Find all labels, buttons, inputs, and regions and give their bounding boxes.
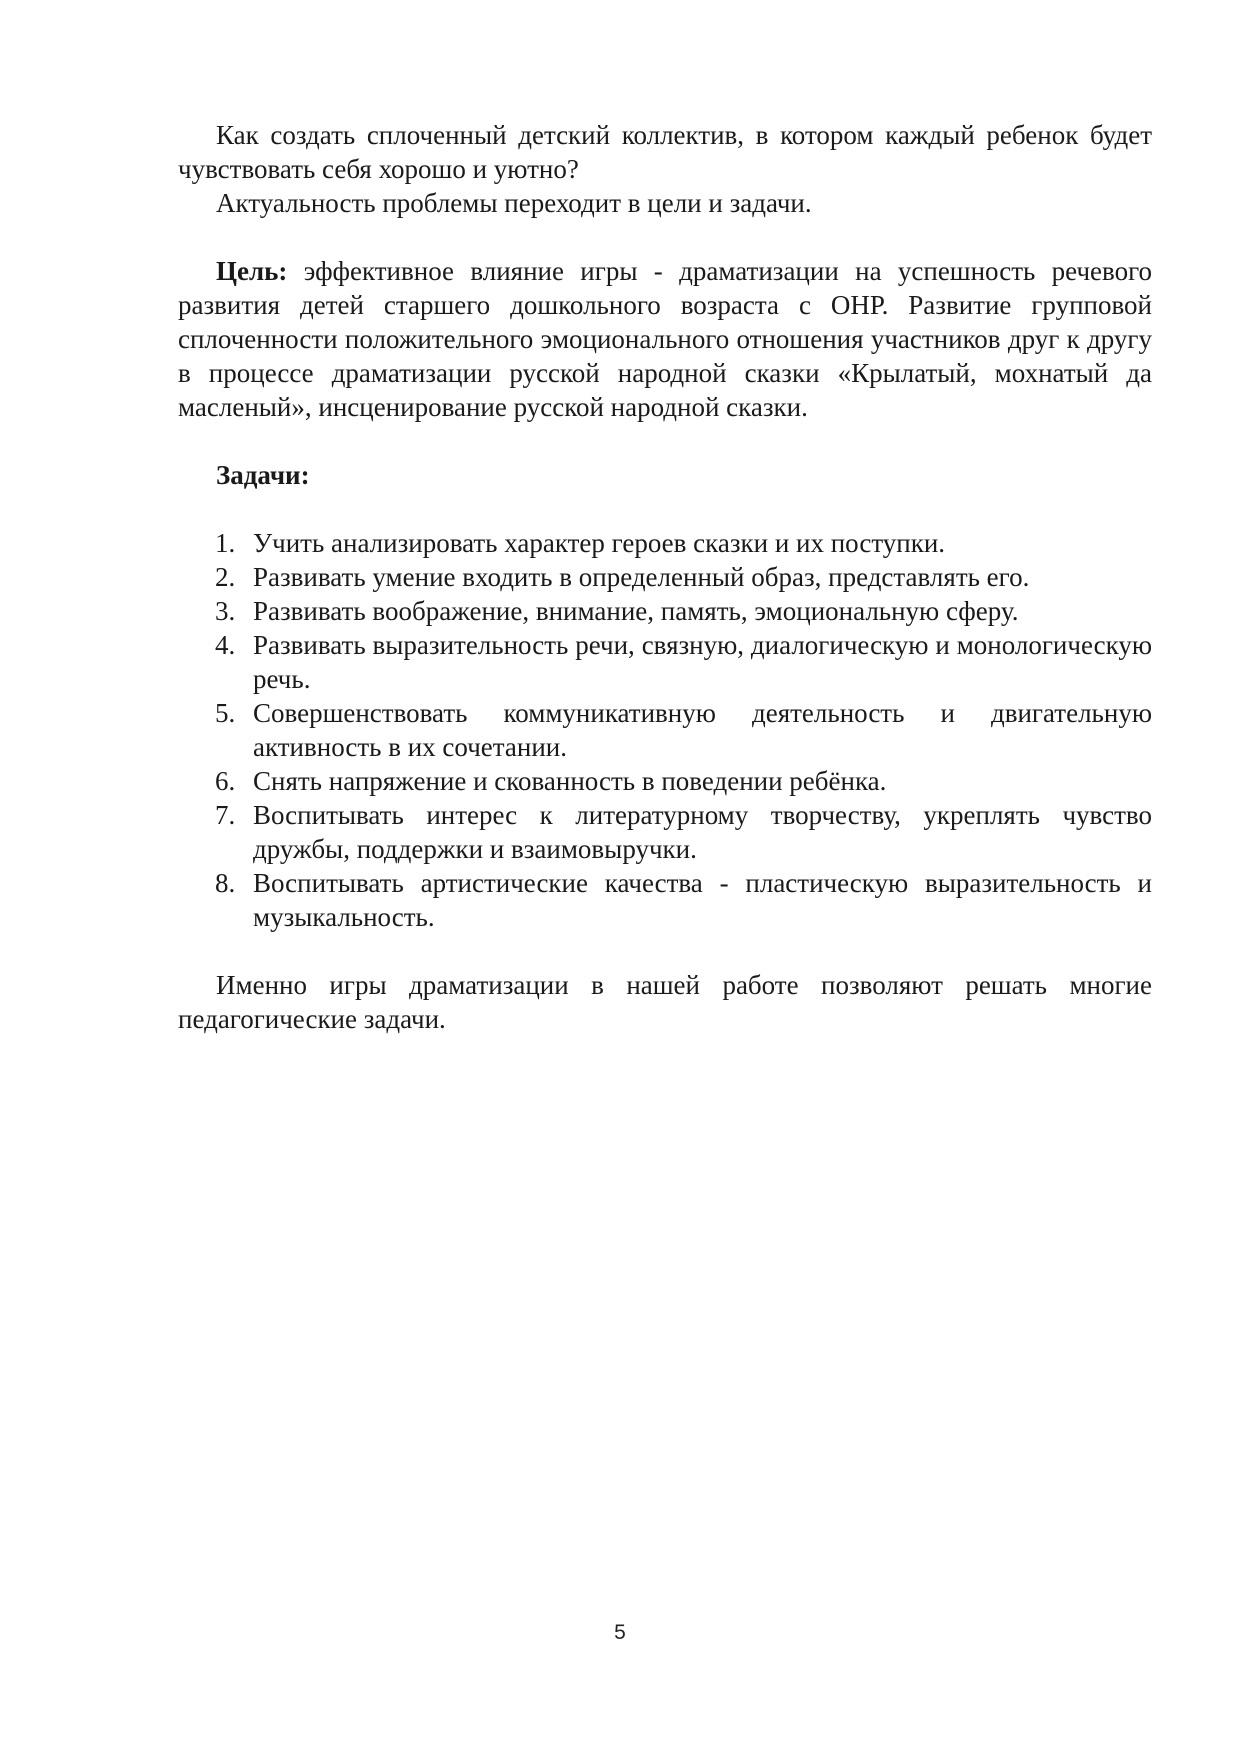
list-item-text: Воспитывать интерес к литературному творчеству, укреплять чувство дружбы, поддержки и взаимовыручки.: [253, 800, 1152, 864]
list-item-text: Снять напряжение и скованность в поведении ребёнка.: [253, 766, 887, 796]
list-item-number: 4.: [215, 630, 236, 660]
tasks-list: [178, 526, 1152, 934]
conclusion-paragraph: Именно игры драматизации в нашей работе позволяют решать многие педагогические задачи.: [178, 970, 1152, 1034]
list-item-text: Развивать умение входить в определенный образ, представлять его.: [253, 562, 1030, 592]
spacer: [178, 424, 1152, 458]
intro-question: Как создать сплоченный детский коллектив, в котором каждый ребенок будет чувствовать себя хорошо и уютно?: [178, 120, 1152, 184]
goal-label: Цель:: [216, 256, 288, 286]
tasks-heading: Задачи:: [216, 460, 310, 490]
list-item-number: 1.: [215, 528, 236, 558]
goal-paragraph: [178, 254, 1152, 424]
list-item: [178, 628, 1152, 696]
list-item-number: 5.: [215, 698, 236, 728]
list-item-text: Развивать воображение, внимание, память, эмоциональную сферу.: [253, 596, 1019, 626]
list-item: [178, 526, 1152, 560]
list-item: [178, 798, 1152, 866]
list-item-number: 3.: [215, 596, 236, 626]
page-content: [178, 118, 1152, 1036]
intro-relevance: Актуальность проблемы переходит в цели и задачи.: [216, 188, 812, 218]
page-number: 5: [614, 1621, 626, 1644]
spacer: [178, 220, 1152, 254]
list-item: [178, 696, 1152, 764]
list-item-text: Совершенствовать коммуникативную деятельность и двигательную активность в их сочетании.: [253, 698, 1152, 762]
spacer: [178, 492, 1152, 526]
list-item-number: 2.: [215, 562, 236, 592]
list-item-number: 7.: [215, 800, 236, 830]
list-item: [178, 560, 1152, 594]
list-item: [178, 866, 1152, 934]
goal-text: эффективное влияние игры - драматизации на успешность речевого развития детей старшего дошкольного возраста с ОНР. Развитие групповой сплоченности положительного эмоционального отношения участников друг к другу в процессе драматизации русской народной сказки «Крылатый, мохнатый да масленый», инсценирование русской народной сказки.: [178, 256, 1152, 422]
list-item-text: Воспитывать артистические качества - пластическую выразительность и музыкальность.: [253, 868, 1152, 932]
list-item: [178, 764, 1152, 798]
list-item-text: Учить анализировать характер героев сказки и их поступки.: [253, 528, 946, 558]
spacer: [178, 934, 1152, 968]
list-item-text: Развивать выразительность речи, связную, диалогическую и монологическую речь.: [253, 630, 1152, 694]
list-item: [178, 594, 1152, 628]
list-item-number: 6.: [215, 766, 236, 796]
list-item-number: 8.: [215, 868, 236, 898]
